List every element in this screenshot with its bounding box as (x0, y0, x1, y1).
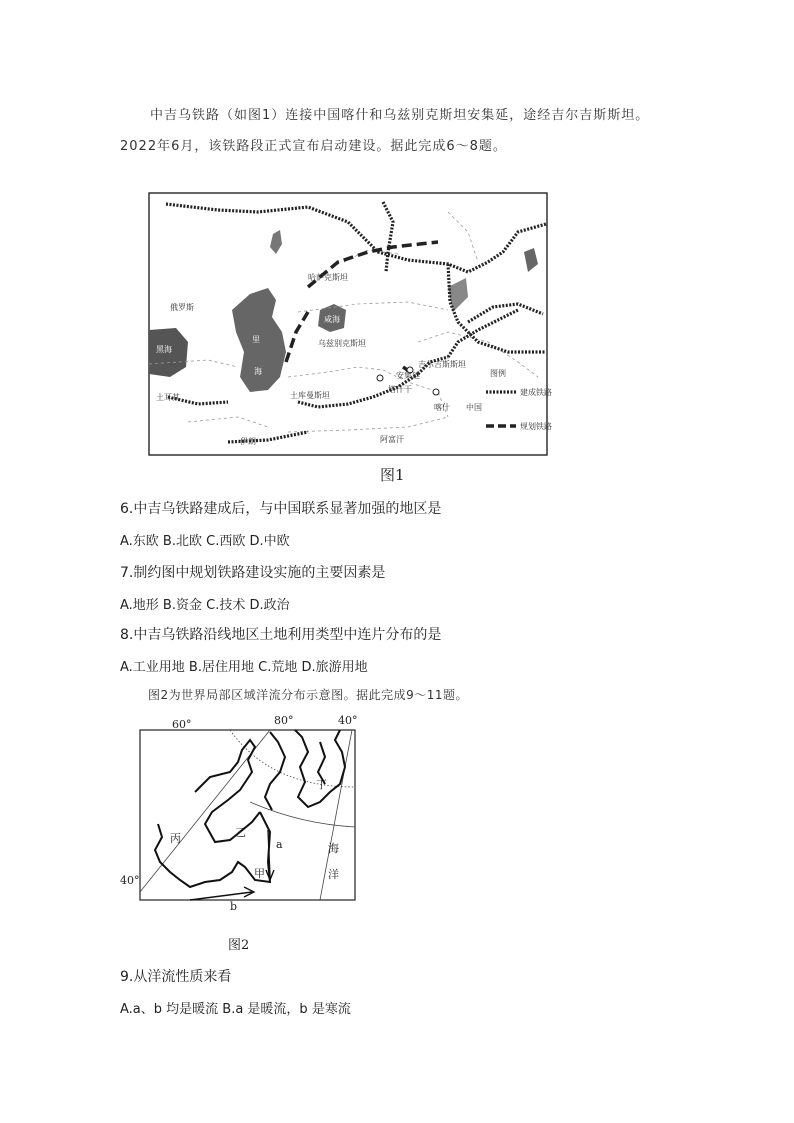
label-hai: 海 (328, 842, 339, 855)
label-turkey: 土耳其 (156, 393, 180, 402)
label-lon60: 60° (172, 718, 192, 731)
label-kyrgyzstan: 吉尔吉斯斯坦 (418, 360, 466, 369)
figure1-caption: 图1 (380, 466, 405, 484)
label-kazakhstan: 哈萨克斯坦 (308, 273, 348, 282)
q7-stem: 7.制约图中规划铁路建设实施的主要因素是 (120, 565, 386, 581)
label-lat40: 40° (120, 874, 140, 887)
figure1-railway-map (148, 192, 552, 456)
q8-stem: 8.中吉乌铁路沿线地区土地利用类型中连片分布的是 (120, 627, 442, 643)
legend-title: 图例 (490, 369, 506, 378)
label-black-sea: 黑海 (156, 345, 172, 354)
legend-planned: 规划铁路 (520, 422, 552, 431)
q9-stem: 9.从洋流性质来看 (120, 969, 232, 985)
label-iran: 伊朗 (240, 437, 256, 446)
intro-paragraph-9-11: 图2为世界局部区域洋流分布示意图。据此完成9～11题。 (148, 688, 469, 702)
label-bing: 丙 (170, 832, 181, 845)
label-ding: 丁 (316, 778, 327, 791)
label-current-a: a (276, 838, 283, 851)
label-caspian-2: 海 (254, 367, 262, 376)
label-turkmenistan: 土库曼斯坦 (290, 391, 330, 400)
figure2-ocean-current-map (120, 712, 365, 922)
label-caspian-1: 里 (252, 335, 260, 344)
label-andijan: 安集延 (396, 371, 420, 380)
label-current-b: b (230, 900, 238, 913)
label-aral-sea: 咸海 (324, 315, 340, 324)
label-china: 中国 (466, 403, 482, 412)
label-lon80: 80° (274, 714, 294, 727)
label-lon40: 40° (338, 714, 358, 727)
label-tashkent: 塔什干 (388, 385, 412, 394)
q8-options: A.工业用地 B.居住用地 C.荒地 D.旅游用地 (120, 660, 368, 675)
label-afghanistan: 阿富汗 (380, 435, 404, 444)
q6-options: A.东欧 B.北欧 C.西欧 D.中欧 (120, 534, 290, 549)
label-kashgar: 喀什 (434, 403, 450, 412)
label-yi: 乙 (235, 826, 246, 839)
intro-paragraph-6-8: 中吉乌铁路（如图1）连接中国喀什和乌兹别克斯坦安集延，途经吉尔吉斯斯坦。2022年6月，该铁路段正式宣布启动建设。据此完成6～8题。 (120, 108, 650, 154)
figure2-caption: 图2 (228, 938, 250, 953)
q7-options: A.地形 B.资金 C.技术 D.政治 (120, 598, 290, 613)
q9-options: A.a、b 均是暖流 B.a 是暖流，b 是寒流 (120, 1002, 351, 1017)
legend-built: 建成铁路 (520, 388, 552, 397)
q6-stem: 6.中吉乌铁路建成后，与中国联系显著加强的地区是 (120, 501, 442, 517)
label-uzbekistan: 乌兹别克斯坦 (318, 339, 366, 348)
label-jia: 甲 (254, 867, 265, 880)
label-russia: 俄罗斯 (170, 303, 194, 312)
label-yang: 洋 (328, 868, 339, 881)
